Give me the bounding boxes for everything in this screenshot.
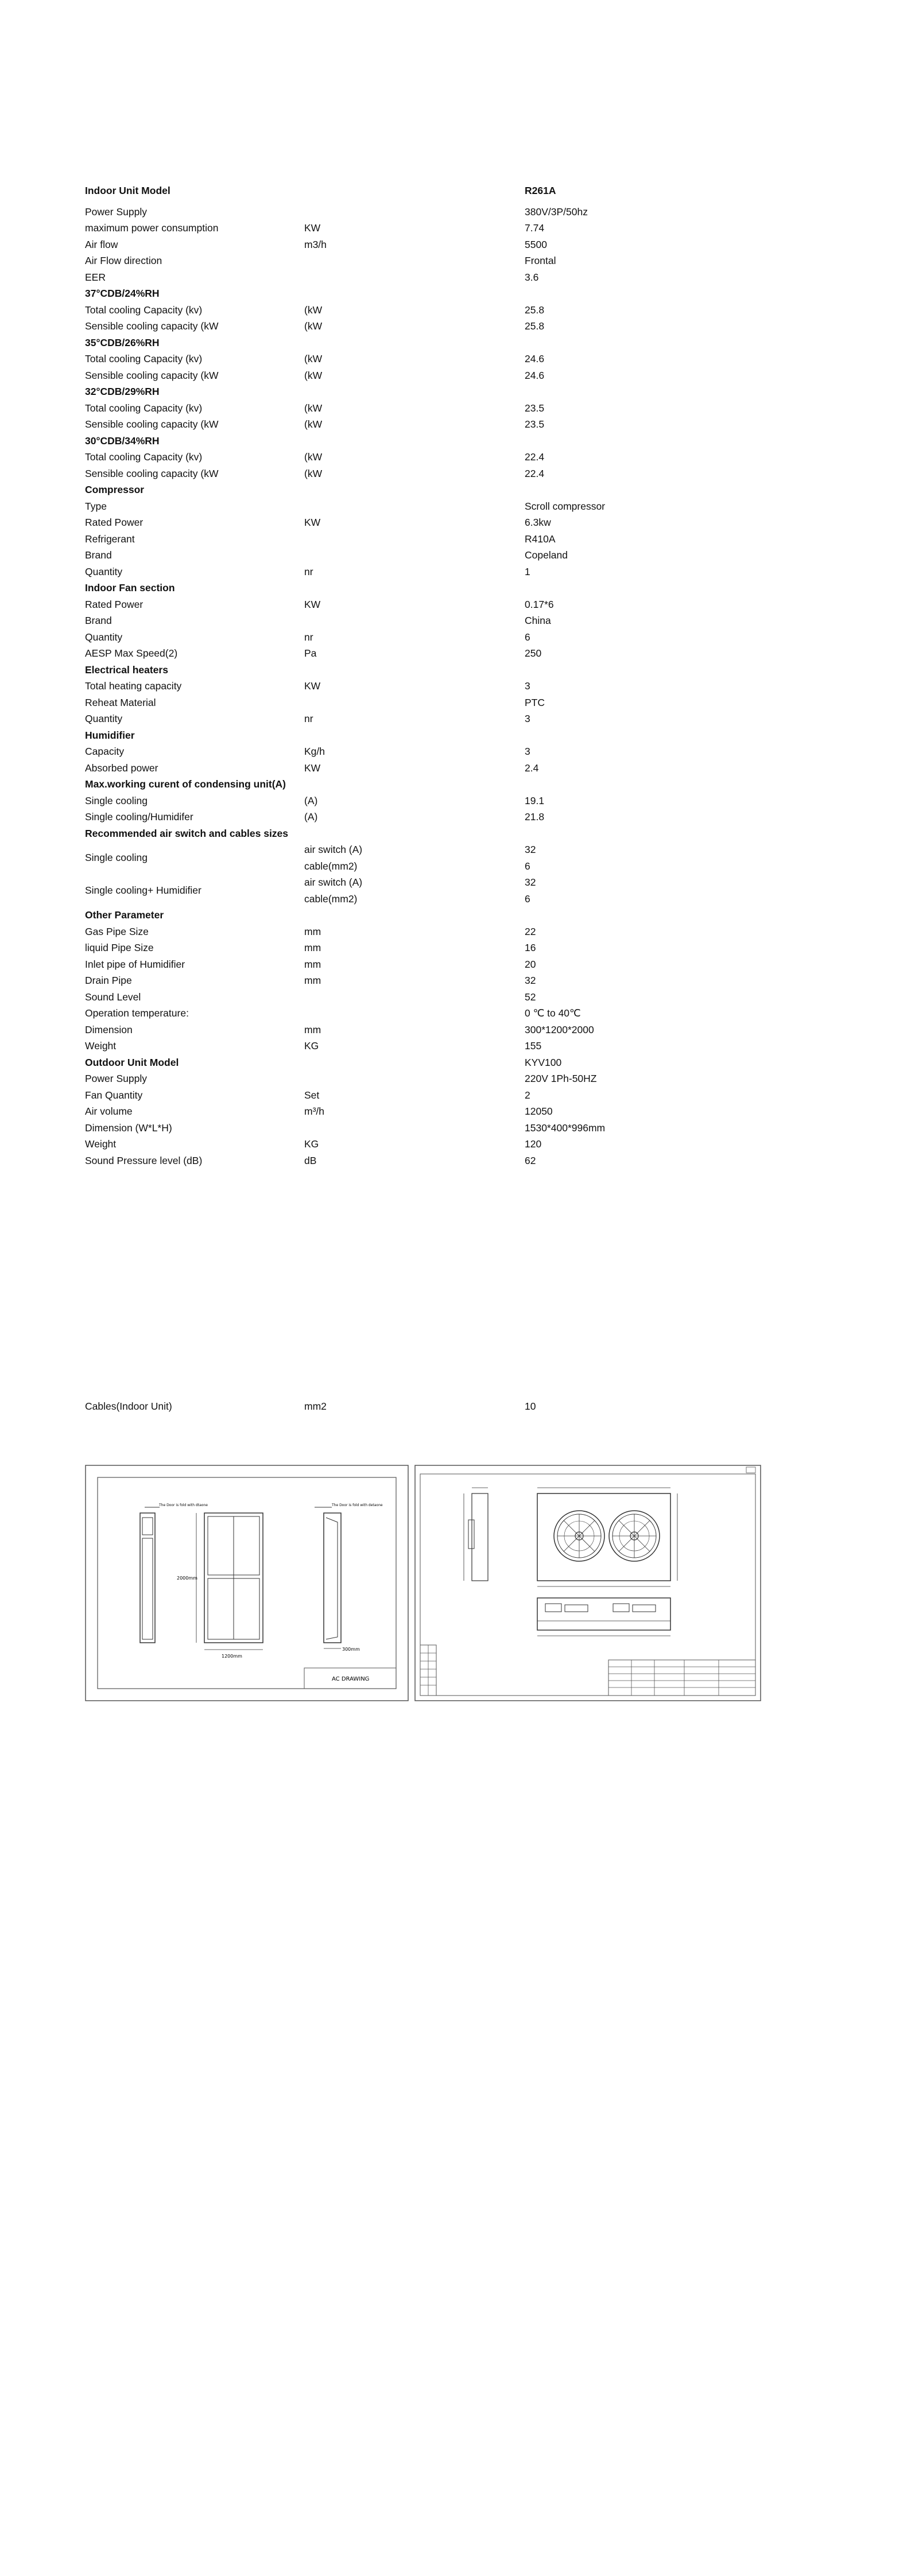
section-heading: Indoor Fan section bbox=[85, 582, 175, 593]
table-row bbox=[85, 220, 762, 236]
row-value: 250 bbox=[525, 647, 542, 659]
row-unit: dB bbox=[304, 1154, 317, 1166]
header-indoor-unit-model: Indoor Unit Model bbox=[85, 185, 170, 196]
row-unit: air switch (A) bbox=[304, 844, 363, 855]
merged-row bbox=[85, 841, 762, 874]
table-row bbox=[85, 367, 762, 384]
table-row bbox=[85, 1087, 762, 1104]
section-heading-row bbox=[85, 662, 762, 678]
row-label: Brand bbox=[85, 549, 112, 561]
row-value: R410A bbox=[525, 533, 556, 545]
row-label: Brand bbox=[85, 615, 112, 626]
table-row bbox=[85, 269, 762, 286]
row-unit: KW bbox=[304, 762, 321, 774]
drawing-title-label: AC DRAWING bbox=[332, 1676, 370, 1682]
spec-rows bbox=[85, 204, 762, 1169]
section-heading: Recommended air switch and cables sizes bbox=[85, 827, 289, 839]
row-unit: KG bbox=[304, 1138, 319, 1150]
row-value: 24.6 bbox=[525, 353, 545, 364]
row-value: 22.4 bbox=[525, 467, 545, 479]
row-value: 1 bbox=[525, 565, 530, 577]
table-row bbox=[85, 351, 762, 367]
row-unit: KW bbox=[304, 517, 321, 528]
row-label: Weight bbox=[85, 1138, 117, 1150]
row-label: Total cooling Capacity (kv) bbox=[85, 451, 203, 463]
row-label: Single cooling+ Humidifier bbox=[85, 884, 201, 896]
table-row bbox=[85, 1153, 762, 1169]
row-unit: KW bbox=[304, 222, 321, 234]
section-heading-row bbox=[85, 825, 762, 842]
row-value: 21.8 bbox=[525, 811, 545, 823]
section-heading: 37°CDB/24%RH bbox=[85, 288, 160, 299]
table-row bbox=[85, 1022, 762, 1038]
row-label: AESP Max Speed(2) bbox=[85, 647, 178, 659]
section-heading-row bbox=[85, 335, 762, 351]
table-row bbox=[85, 924, 762, 940]
table-row bbox=[85, 564, 762, 580]
row-value: 155 bbox=[525, 1040, 542, 1052]
section-heading: 35°CDB/26%RH bbox=[85, 336, 160, 348]
table-row bbox=[85, 498, 762, 515]
row-unit: (kW bbox=[304, 353, 323, 364]
row-value: Frontal bbox=[525, 255, 556, 266]
row-value: 22 bbox=[525, 925, 536, 937]
section-heading: Humidifier bbox=[85, 729, 135, 741]
row-label: Weight bbox=[85, 1040, 117, 1052]
cables-label: Cables(Indoor Unit) bbox=[85, 1400, 172, 1412]
section-heading-row bbox=[85, 580, 762, 596]
row-label: EER bbox=[85, 271, 106, 283]
header-model-value: R261A bbox=[525, 185, 556, 196]
merged-row bbox=[85, 874, 762, 907]
section-heading: 30°CDB/34%RH bbox=[85, 434, 160, 447]
cables-value: 10 bbox=[525, 1400, 536, 1412]
table-row bbox=[85, 514, 762, 531]
row-label: Drain Pipe bbox=[85, 975, 132, 986]
row-unit: m3/h bbox=[304, 238, 327, 250]
outdoor-unit-drawing bbox=[414, 1465, 761, 1701]
row-label: Single cooling bbox=[85, 852, 148, 863]
section-heading-row bbox=[85, 482, 762, 498]
row-label: Operation temperature: bbox=[85, 1007, 189, 1019]
row-unit: (A) bbox=[304, 811, 318, 823]
row-value: 5500 bbox=[525, 238, 547, 250]
row-value: 6 bbox=[525, 860, 530, 872]
table-row bbox=[85, 1136, 762, 1153]
table-row bbox=[85, 678, 762, 695]
section-heading-row bbox=[85, 727, 762, 744]
row-unit: air switch (A) bbox=[304, 876, 363, 888]
row-label: Inlet pipe of Humidifier bbox=[85, 958, 185, 970]
table-row bbox=[85, 1103, 762, 1120]
section-heading: Compressor bbox=[85, 484, 145, 495]
table-row bbox=[85, 1038, 762, 1054]
row-value: Copeland bbox=[525, 549, 568, 561]
table-row bbox=[85, 204, 762, 220]
row-label: Air flow bbox=[85, 238, 118, 250]
table-row bbox=[85, 236, 762, 253]
section-heading-row bbox=[85, 285, 762, 302]
row-value: 32 bbox=[525, 876, 536, 888]
section-heading-row bbox=[85, 433, 762, 449]
table-row bbox=[85, 1054, 762, 1071]
row-value: 3.6 bbox=[525, 271, 539, 283]
section-heading: Max.working curent of condensing unit(A) bbox=[85, 778, 286, 790]
row-value: 32 bbox=[525, 844, 536, 855]
table-row bbox=[85, 1120, 762, 1136]
section-heading: Other Parameter bbox=[85, 909, 164, 921]
table-row bbox=[85, 1070, 762, 1087]
row-label: Dimension bbox=[85, 1023, 133, 1035]
table-row bbox=[85, 989, 762, 1006]
row-label: Single cooling bbox=[85, 794, 148, 806]
row-unit: KW bbox=[304, 598, 321, 610]
dim-height-label: 2000mm bbox=[177, 1576, 197, 1581]
row-unit: cable(mm2) bbox=[304, 893, 358, 905]
table-row bbox=[85, 972, 762, 989]
row-value: 22.4 bbox=[525, 451, 545, 463]
row-label: Total heating capacity bbox=[85, 680, 182, 692]
section-heading-row bbox=[85, 776, 762, 793]
row-value: 12050 bbox=[525, 1105, 553, 1117]
row-value: 25.8 bbox=[525, 304, 545, 316]
row-value: 32 bbox=[525, 975, 536, 986]
row-label: Rated Power bbox=[85, 517, 144, 528]
row-label: Capacity bbox=[85, 746, 125, 757]
row-unit: Pa bbox=[304, 647, 317, 659]
row-value: 3 bbox=[525, 746, 530, 757]
row-unit: KG bbox=[304, 1040, 319, 1052]
table-row bbox=[85, 253, 762, 269]
cables-row bbox=[85, 1398, 762, 1414]
row-unit: mm bbox=[304, 975, 321, 986]
door-note-right: The Door is fold with detaone bbox=[332, 1503, 383, 1507]
row-value: 20 bbox=[525, 958, 536, 970]
table-row bbox=[85, 743, 762, 760]
cables-unit: mm2 bbox=[304, 1400, 327, 1412]
table-row bbox=[85, 612, 762, 629]
row-unit: (kW bbox=[304, 467, 323, 479]
row-value: 1530*400*996mm bbox=[525, 1122, 606, 1134]
row-label: Power Supply bbox=[85, 1073, 147, 1084]
row-label: Total cooling Capacity (kv) bbox=[85, 402, 203, 414]
fan-right-icon bbox=[609, 1511, 660, 1561]
row-label: Air volume bbox=[85, 1105, 133, 1117]
row-unit: mm bbox=[304, 942, 321, 953]
section-heading-row bbox=[85, 907, 762, 924]
row-unit: nr bbox=[304, 631, 313, 643]
row-value: 6.3kw bbox=[525, 517, 551, 528]
row-label: Total cooling Capacity (kv) bbox=[85, 353, 203, 364]
table-row bbox=[85, 416, 762, 433]
table-row bbox=[85, 531, 762, 548]
row-label: Gas Pipe Size bbox=[85, 925, 149, 937]
row-label: maximum power consumption bbox=[85, 222, 219, 234]
table-row bbox=[85, 1005, 762, 1022]
table-row bbox=[85, 809, 762, 825]
row-value: 2 bbox=[525, 1089, 530, 1101]
table-row bbox=[85, 940, 762, 956]
row-unit: (kW bbox=[304, 369, 323, 381]
row-value: 120 bbox=[525, 1138, 542, 1150]
indoor-unit-drawing bbox=[85, 1465, 409, 1701]
row-label: Quantity bbox=[85, 565, 123, 577]
row-label: Dimension (W*L*H) bbox=[85, 1122, 172, 1134]
row-label: Reheat Material bbox=[85, 696, 156, 708]
row-value: 23.5 bbox=[525, 418, 545, 430]
table-row bbox=[85, 956, 762, 973]
row-value: 16 bbox=[525, 942, 536, 953]
row-value: KYV100 bbox=[525, 1056, 562, 1068]
row-unit: nr bbox=[304, 565, 313, 577]
row-label: Sensible cooling capacity (kW bbox=[85, 369, 219, 381]
row-value: 52 bbox=[525, 991, 536, 1003]
row-value: 6 bbox=[525, 631, 530, 643]
row-unit: Kg/h bbox=[304, 746, 325, 757]
row-label: Fan Quantity bbox=[85, 1089, 143, 1101]
table-row bbox=[85, 793, 762, 809]
fan-left-icon bbox=[554, 1511, 604, 1561]
row-value: 380V/3P/50hz bbox=[525, 205, 588, 218]
table-row bbox=[85, 302, 762, 319]
row-value: China bbox=[525, 615, 551, 626]
row-label: Rated Power bbox=[85, 598, 144, 610]
row-label: Absorbed power bbox=[85, 762, 158, 774]
row-unit: Set bbox=[304, 1089, 320, 1101]
table-row bbox=[85, 760, 762, 777]
row-label: Sound Pressure level (dB) bbox=[85, 1154, 203, 1166]
table-row bbox=[85, 711, 762, 727]
row-label: Refrigerant bbox=[85, 533, 135, 545]
table-row bbox=[85, 400, 762, 417]
section-heading: Electrical heaters bbox=[85, 664, 168, 676]
row-unit: (kW bbox=[304, 418, 323, 430]
row-unit: (kW bbox=[304, 304, 323, 316]
table-header-row bbox=[85, 183, 762, 199]
table-row bbox=[85, 465, 762, 482]
table-row bbox=[85, 449, 762, 465]
row-value: 0.17*6 bbox=[525, 598, 554, 610]
row-unit: nr bbox=[304, 713, 313, 724]
row-unit: (kW bbox=[304, 402, 323, 414]
row-label: Quantity bbox=[85, 631, 123, 643]
spec-table bbox=[85, 183, 762, 1169]
row-value: 24.6 bbox=[525, 369, 545, 381]
row-value: 7.74 bbox=[525, 222, 545, 234]
dim-depth-label: 300mm bbox=[342, 1647, 360, 1652]
row-unit: KW bbox=[304, 680, 321, 692]
row-label: Type bbox=[85, 500, 107, 512]
table-row bbox=[85, 596, 762, 613]
table-row bbox=[85, 695, 762, 711]
row-label: Power Supply bbox=[85, 205, 147, 218]
row-label: Sound Level bbox=[85, 991, 141, 1003]
row-label: Single cooling/Humidifer bbox=[85, 811, 193, 823]
section-heading-row bbox=[85, 383, 762, 400]
dim-width-label: 1200mm bbox=[222, 1654, 242, 1659]
row-label: Sensible cooling capacity (kW bbox=[85, 418, 219, 430]
row-label: Outdoor Unit Model bbox=[85, 1056, 179, 1068]
row-label: Air Flow direction bbox=[85, 255, 162, 266]
row-label: Total cooling Capacity (kv) bbox=[85, 304, 203, 316]
table-row bbox=[85, 645, 762, 662]
row-value: 25.8 bbox=[525, 320, 545, 332]
row-value: 6 bbox=[525, 893, 530, 905]
row-label: Quantity bbox=[85, 713, 123, 724]
row-unit: mm bbox=[304, 1023, 321, 1035]
row-label: liquid Pipe Size bbox=[85, 942, 154, 953]
row-unit: (kW bbox=[304, 451, 323, 463]
row-label: Sensible cooling capacity (kW bbox=[85, 320, 219, 332]
row-unit: cable(mm2) bbox=[304, 860, 358, 872]
section-heading: 32°CDB/29%RH bbox=[85, 386, 160, 397]
row-unit: mm bbox=[304, 925, 321, 937]
row-value: PTC bbox=[525, 696, 545, 708]
door-note-left: The Door is fold with dtaone bbox=[159, 1503, 208, 1507]
row-value: 300*1200*2000 bbox=[525, 1023, 594, 1035]
row-value: 2.4 bbox=[525, 762, 539, 774]
row-value: 3 bbox=[525, 680, 530, 692]
row-value: Scroll compressor bbox=[525, 500, 606, 512]
row-unit: m³/h bbox=[304, 1105, 324, 1117]
row-value: 220V 1Ph-50HZ bbox=[525, 1073, 597, 1084]
table-row bbox=[85, 547, 762, 564]
row-unit: mm bbox=[304, 958, 321, 970]
table-row bbox=[85, 629, 762, 646]
row-value: 23.5 bbox=[525, 402, 545, 414]
row-value: 19.1 bbox=[525, 794, 545, 806]
row-label: Sensible cooling capacity (kW bbox=[85, 467, 219, 479]
table-row bbox=[85, 318, 762, 335]
row-value: 0 ℃ to 40℃ bbox=[525, 1007, 581, 1019]
row-unit: (kW bbox=[304, 320, 323, 332]
row-value: 3 bbox=[525, 713, 530, 724]
row-value: 62 bbox=[525, 1154, 536, 1166]
row-unit: (A) bbox=[304, 794, 318, 806]
